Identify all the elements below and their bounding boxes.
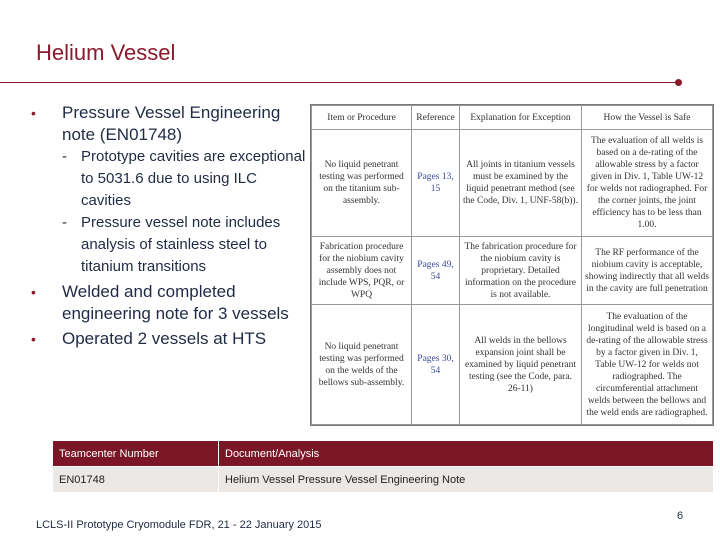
document-table: [52, 440, 714, 493]
bullet-list: [28, 102, 308, 350]
table-cell: Fabrication procedure for the niobium cavity assembly does not include WPS, PQR, or WPQ: [312, 236, 412, 304]
sub-bullet-item: - Prototype cavities are exceptional to 5031.6 due to using ILC cavities: [28, 146, 308, 212]
table-row: [312, 130, 713, 237]
column-header: Reference: [412, 106, 460, 130]
column-header: Teamcenter Number: [53, 441, 219, 467]
table-cell: Helium Vessel Pressure Vessel Engineering Note: [219, 467, 714, 493]
sub-bullet-item: - Pressure vessel note includes analysis of stainless steel to titanium transitions: [28, 212, 308, 278]
table-cell: Pages 30, 54: [412, 305, 460, 425]
table-cell: The RF performance of the niobium cavity is acceptable, showing indirectly that all welds in the cavity are full penetration: [582, 236, 713, 304]
table-cell: No liquid penetrant testing was performed on the welds of the bellows sub-assembly.: [312, 305, 412, 425]
table-row: [53, 467, 714, 493]
exception-table-image: [310, 104, 714, 426]
title-divider-dot: [675, 79, 682, 86]
bullet-item: • Operated 2 vessels at HTS: [28, 328, 308, 350]
bullet-item: • Welded and completed engineering note for 3 vessels: [28, 281, 308, 325]
table-cell: Pages 49, 54: [412, 236, 460, 304]
table-cell: All joints in titanium vessels must be examined by the liquid penetrant method (see the Code, Div. 1, UNF-58(b)).: [460, 130, 582, 237]
table-cell: Pages 13, 15: [412, 130, 460, 237]
column-header: Item or Procedure: [312, 106, 412, 130]
table-header-row: [53, 441, 714, 467]
table-cell: All welds in the bellows expansion joint shall be examined by liquid penetrant testing (see the Code, para. 26-11): [460, 305, 582, 425]
table-cell: The evaluation of all welds is based on a de-rating of the allowable stress by a factor given in Div. 1, Table UW-12 for welds not radiographed. For the corner joints, the joint efficiency has to be less than 1.00.: [582, 130, 713, 237]
column-header: Explanation for Exception: [460, 106, 582, 130]
table-cell: The fabrication procedure for the niobium cavity is proprietary. Detailed information on the procedure is not available.: [460, 236, 582, 304]
footer-text: LCLS-II Prototype Cryomodule FDR, 21 - 22 January 2015: [36, 519, 322, 531]
bullet-item: • Pressure Vessel Engineering note (EN01748): [28, 102, 308, 146]
column-header: How the Vessel is Safe: [582, 106, 713, 130]
title-divider: [0, 82, 678, 83]
table-cell: EN01748: [53, 467, 219, 493]
slide-title: Helium Vessel: [36, 40, 176, 65]
table-row: [312, 236, 713, 304]
page-number: 6: [677, 510, 684, 522]
table-cell: No liquid penetrant testing was performed on the titanium sub-assembly.: [312, 130, 412, 237]
table-row: [312, 305, 713, 425]
column-header: Document/Analysis: [219, 441, 714, 467]
table-cell: The evaluation of the longitudinal weld is based on a de-rating of the allowable stress by a factor given in Div. 1, Table UW-12 for welds not radiographed. The circumferential attachment welds between the bellows and the weld ends are radiographed.: [582, 305, 713, 425]
